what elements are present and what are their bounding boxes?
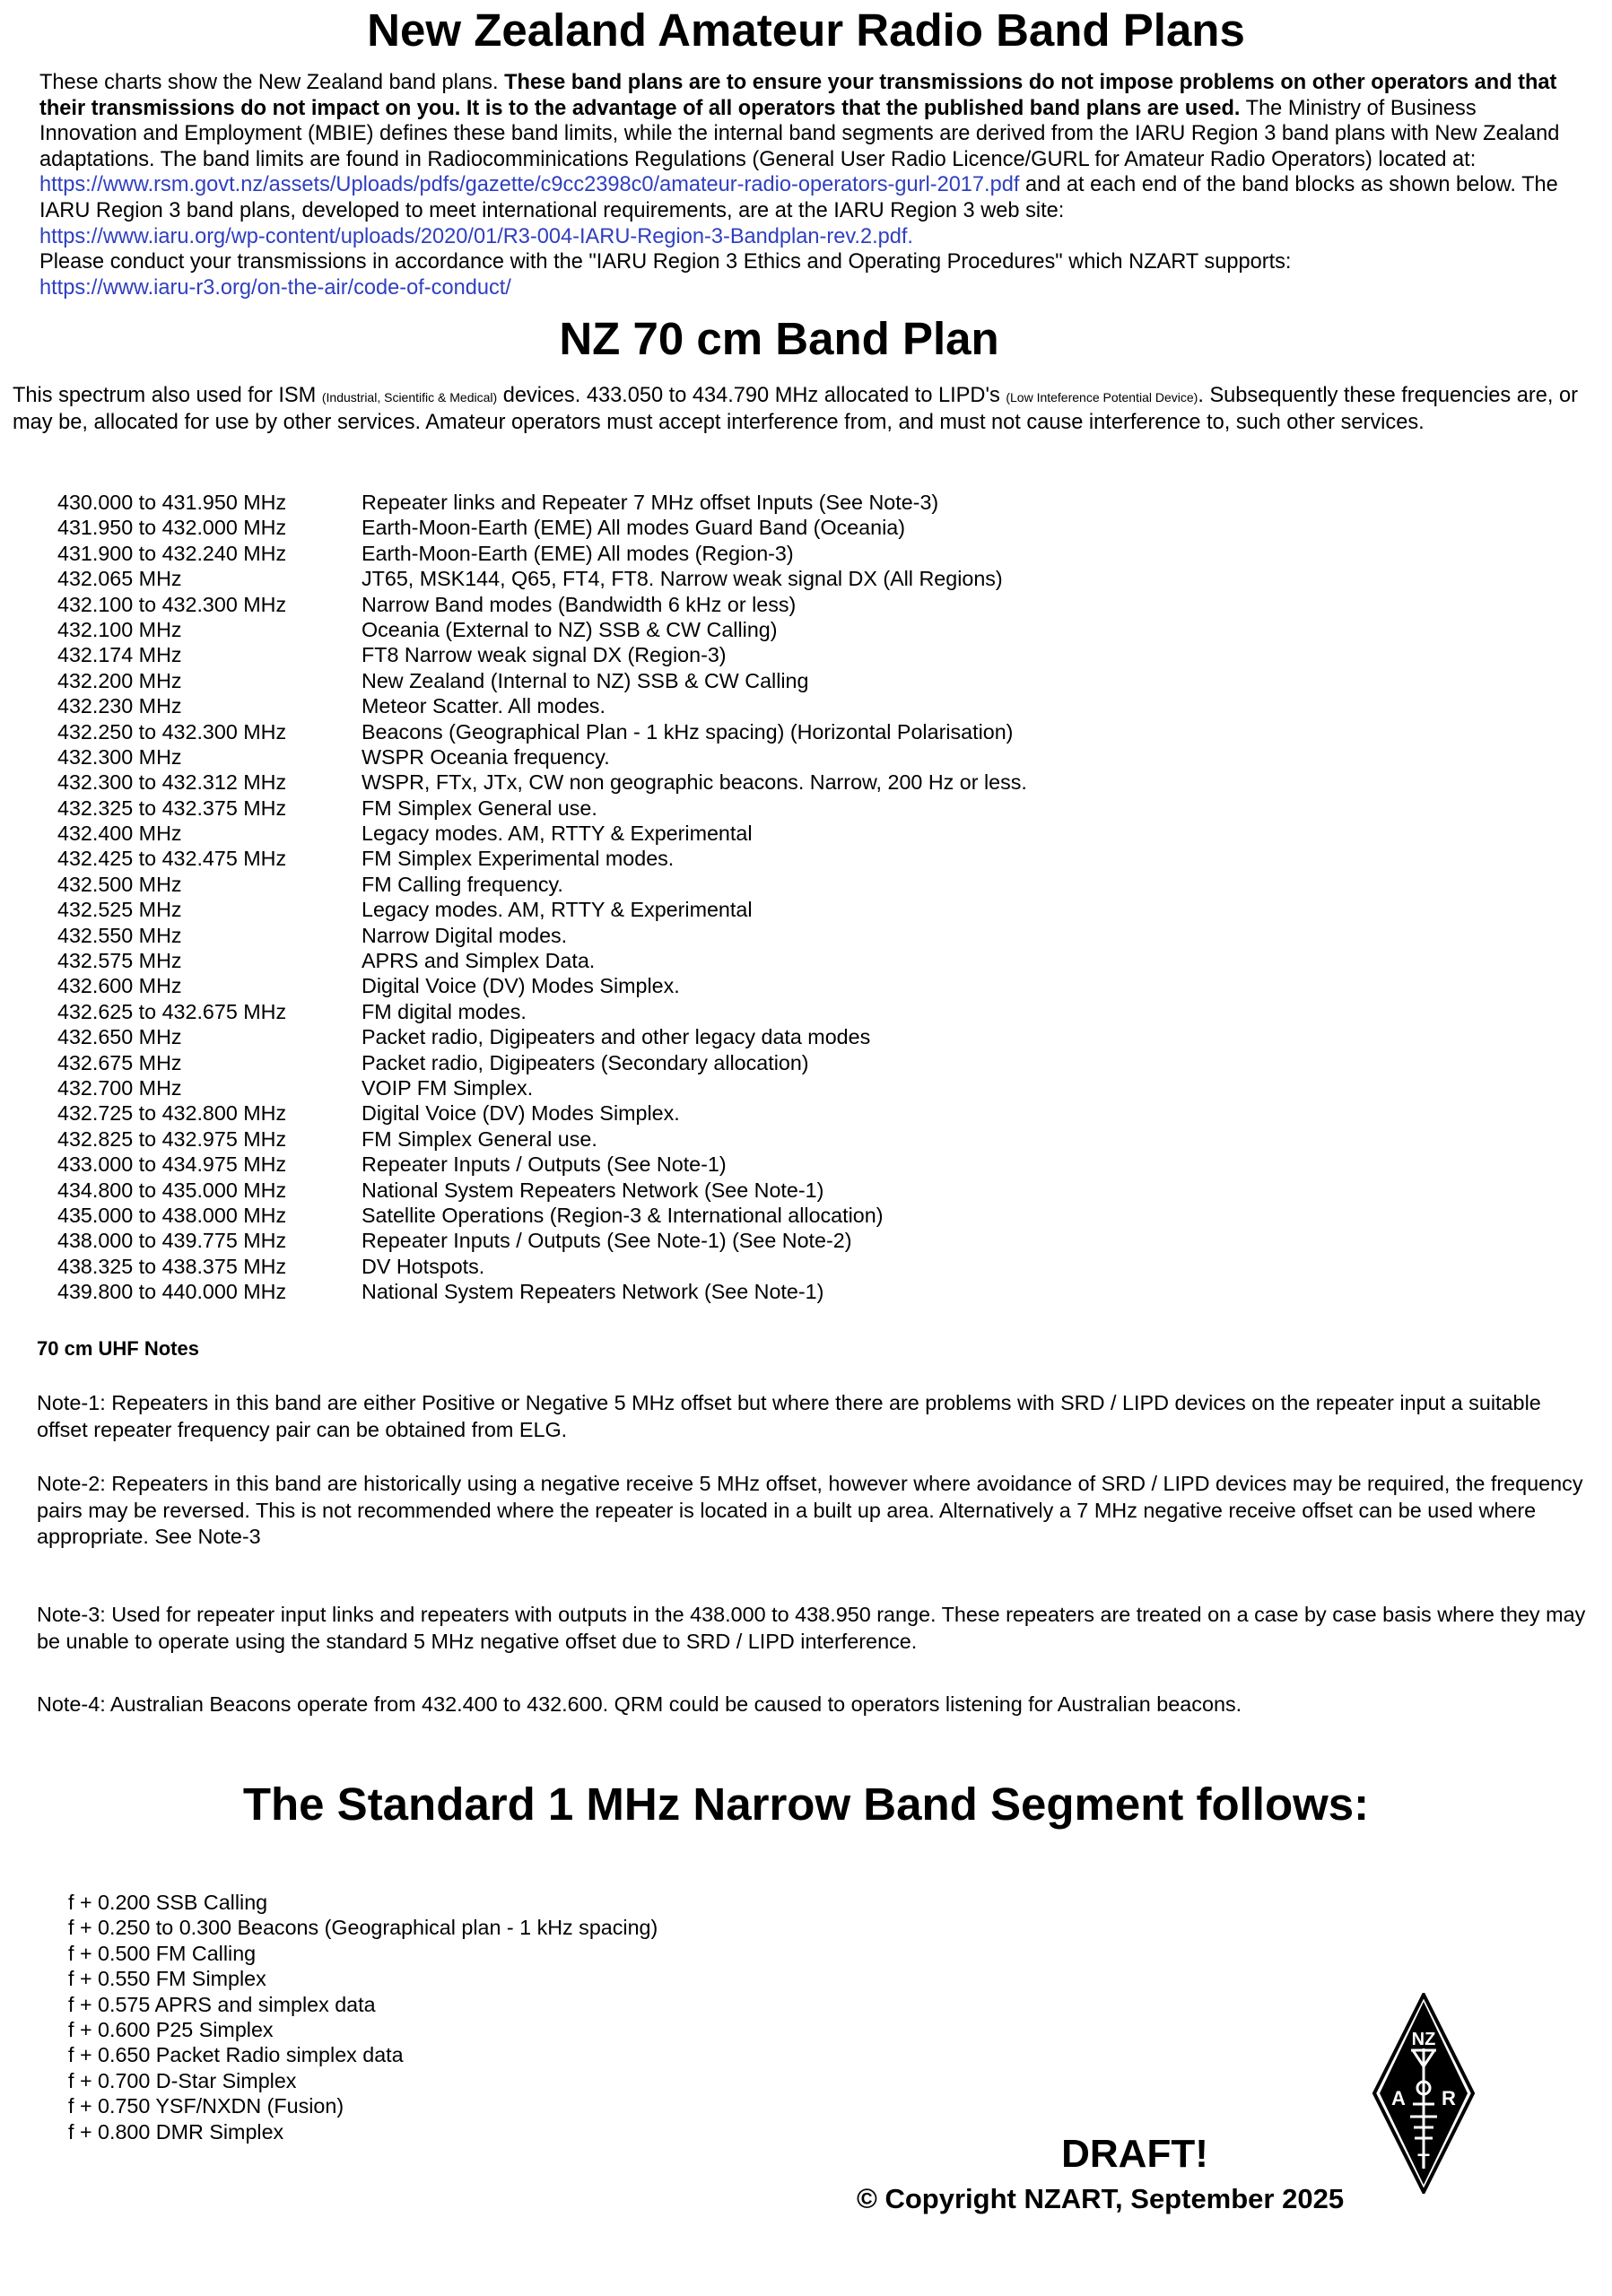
band-frequency: 432.600 MHz xyxy=(57,974,182,998)
band-frequency: 438.000 to 439.775 MHz xyxy=(57,1229,287,1253)
band-frequency: 439.800 to 440.000 MHz xyxy=(57,1280,287,1304)
band-description: FM Calling frequency. xyxy=(362,872,563,896)
logo-letters-nz: NZ xyxy=(1411,2030,1436,2049)
standard-segment-item: f + 0.800 DMR Simplex xyxy=(68,2119,284,2144)
band-description: FM Simplex General use. xyxy=(362,796,597,820)
band-frequency: 432.400 MHz xyxy=(57,822,182,846)
band-description: Narrow Band modes (Bandwidth 6 kHz or less) xyxy=(362,592,797,616)
ism-text: This spectrum also used for ISM xyxy=(13,384,322,407)
iaru-bandplan-link[interactable]: https://www.iaru.org/wp-content/uploads/2020/01/R3-004-IARU-Region-3-Bandplan-rev.2.pdf. xyxy=(39,224,913,248)
ism-small-text: (Industrial, Scientific & Medical) xyxy=(321,390,498,404)
standard-segment-item: f + 0.750 YSF/NXDN (Fusion) xyxy=(68,2094,344,2118)
band-description: VOIP FM Simplex. xyxy=(362,1075,534,1100)
band-description: New Zealand (Internal to NZ) SSB & CW Calling xyxy=(362,668,809,692)
draft-label: DRAFT! xyxy=(1061,2132,1208,2176)
band-description: APRS and Simplex Data. xyxy=(362,949,596,973)
standard-segment-item: f + 0.600 P25 Simplex xyxy=(68,2017,274,2041)
band-description: Legacy modes. AM, RTTY & Experimental xyxy=(362,822,753,846)
band-description: FM Simplex General use. xyxy=(362,1126,597,1151)
band-frequency: 432.650 MHz xyxy=(57,1025,182,1049)
band-description: DV Hotspots. xyxy=(362,1254,485,1278)
band-frequency: 431.950 to 432.000 MHz xyxy=(57,516,287,540)
standard-segment-item: f + 0.200 SSB Calling xyxy=(68,1891,268,1914)
band-description: Meteor Scatter. All modes. xyxy=(362,694,606,718)
band-frequency: 432.525 MHz xyxy=(57,898,182,922)
intro-text: The Ministry of Business Innovation and Employment (MBIE) defines these band limits, while the internal band segments are derived from the IARU Region 3 band plans with New Zealand adaptations. The band limits are found in Radiocomminications Regulations (General User Radio Licence/GURL for Amateur Radio Operators) located at: xyxy=(39,96,1560,171)
band-frequency: 432.725 to 432.800 MHz xyxy=(57,1101,287,1126)
page-title: New Zealand Amateur Radio Band Plans xyxy=(367,4,1245,56)
ism-text: . Subsequently these frequencies are, or may be, allocated for use by other services. Amateur operators must accept interference from, and must not cause interference to, such other services. xyxy=(13,384,1578,434)
band-description: Earth-Moon-Earth (EME) All modes Guard Band (Oceania) xyxy=(362,516,905,540)
logo-letter-t: T xyxy=(1417,2150,1430,2172)
ism-small-text: (Low Inteference Potential Device) xyxy=(1006,390,1198,404)
band-frequency: 438.325 to 438.375 MHz xyxy=(57,1254,287,1278)
band-description: Beacons (Geographical Plan - 1 kHz spacing) (Horizontal Polarisation) xyxy=(362,719,1014,744)
standard-segment-item: f + 0.700 D-Star Simplex xyxy=(68,2068,297,2092)
band-description: Digital Voice (DV) Modes Simplex. xyxy=(362,974,680,998)
band-description: FM digital modes. xyxy=(362,999,527,1023)
band-description: FT8 Narrow weak signal DX (Region-3) xyxy=(362,643,727,667)
band-description: National System Repeaters Network (See Note-1) xyxy=(362,1178,824,1202)
band-frequency: 432.675 MHz xyxy=(57,1050,182,1074)
intro-text: Please conduct your transmissions in accordance with the "IARU Region 3 Ethics and Operating Procedures" which NZART supports: xyxy=(39,250,1292,274)
band-frequency: 435.000 to 438.000 MHz xyxy=(57,1203,287,1227)
nzart-logo-icon xyxy=(1372,1993,1475,2194)
note-4: Note-4: Australian Beacons operate from 432.400 to 432.600. QRM could be caused to operators listening for Australian beacons. xyxy=(37,1692,1242,1716)
band-frequency: 432.325 to 432.375 MHz xyxy=(57,796,287,820)
note-2: Note-2: Repeaters in this band are historically using a negative receive 5 MHz offset, however where avoidance of SRD / LIPD devices may be required, the frequency pairs may be reversed. This is not recommended where the repeater is located in a built up area. Alternatively a 7 MHz negative receive offset can be used where appropriate. See Note-3 xyxy=(37,1472,1583,1548)
band-frequency: 432.230 MHz xyxy=(57,694,182,718)
band-frequency: 434.800 to 435.000 MHz xyxy=(57,1178,287,1202)
standard-segment-list xyxy=(68,1891,658,2145)
intro-text: These charts show the New Zealand band plans. xyxy=(39,71,505,94)
band-description: WSPR, FTx, JTx, CW non geographic beacons. Narrow, 200 Hz or less. xyxy=(362,770,1027,795)
band-frequency: 432.100 MHz xyxy=(57,617,182,641)
intro-paragraph xyxy=(39,70,1569,300)
band-description: Repeater links and Repeater 7 MHz offset Inputs (See Note-3) xyxy=(362,491,939,514)
ism-text: devices. 433.050 to 434.790 MHz allocated to LIPD's xyxy=(497,384,1006,407)
gurl-link[interactable]: https://www.rsm.govt.nz/assets/Uploads/pdfs/gazette/c9cc2398c0/amateur-radio-operators-gurl-2017.pdf xyxy=(39,173,1020,197)
band-description: Digital Voice (DV) Modes Simplex. xyxy=(362,1101,680,1126)
band-frequency: 432.575 MHz xyxy=(57,949,182,973)
band-frequency: 432.065 MHz xyxy=(57,567,182,591)
intro-bold-text: These band plans are to ensure your transmissions do not impose problems on other operators and that their transmissions do not impact on you. It is to the advantage of all operators that the published band plans are used. xyxy=(39,71,1557,120)
standard-segment-item: f + 0.250 to 0.300 Beacons (Geographical plan - 1 kHz spacing) xyxy=(68,1916,658,1940)
logo-letter-r: R xyxy=(1442,2087,1456,2109)
band-description: Packet radio, Digipeaters (Secondary allocation) xyxy=(362,1050,809,1074)
band-frequency: 432.550 MHz xyxy=(57,923,182,947)
band-description: JT65, MSK144, Q65, FT4, FT8. Narrow weak signal DX (All Regions) xyxy=(362,567,1003,591)
intro-text: and at each end of the band blocks as shown below. The IARU Region 3 band plans, developed to meet international requirements, are at the IARU Region 3 web site: xyxy=(39,173,1558,222)
band-frequency: 431.900 to 432.240 MHz xyxy=(57,541,287,565)
ism-paragraph xyxy=(13,383,1600,435)
band-frequency: 432.200 MHz xyxy=(57,668,182,692)
band-frequency: 432.300 to 432.312 MHz xyxy=(57,770,287,795)
band-description: FM Simplex Experimental modes. xyxy=(362,847,675,871)
band-description: Legacy modes. AM, RTTY & Experimental xyxy=(362,898,753,922)
band-description: Repeater Inputs / Outputs (See Note-1) xyxy=(362,1152,727,1177)
band-description: Satellite Operations (Region-3 & International allocation) xyxy=(362,1203,884,1227)
band-frequency: 432.625 to 432.675 MHz xyxy=(57,999,287,1023)
standard-segment-item: f + 0.500 FM Calling xyxy=(68,1941,257,1965)
band-description: National System Repeaters Network (See Note-1) xyxy=(362,1280,824,1304)
band-frequency: 432.250 to 432.300 MHz xyxy=(57,719,287,744)
standard-segment-title: The Standard 1 MHz Narrow Band Segment follows: xyxy=(242,1779,1370,1830)
standard-segment-item: f + 0.650 Packet Radio simplex data xyxy=(68,2043,404,2067)
band-description: Earth-Moon-Earth (EME) All modes (Region-3) xyxy=(362,541,794,565)
standard-segment-item: f + 0.550 FM Simplex xyxy=(68,1967,266,1991)
logo-letter-a: A xyxy=(1391,2087,1406,2109)
note-3: Note-3: Used for repeater input links and repeaters with outputs in the 438.000 to 438.950 range. These repeaters are treated on a case by case basis where they may be unable to operate using the standard 5 MHz negative offset due to SRD / LIPD interference. xyxy=(37,1603,1586,1653)
band-description: Packet radio, Digipeaters and other legacy data modes xyxy=(362,1025,871,1049)
band-description: Oceania (External to NZ) SSB & CW Calling) xyxy=(362,617,778,641)
band-plan-title: NZ 70 cm Band Plan xyxy=(559,313,999,364)
standard-segment-item: f + 0.575 APRS and simplex data xyxy=(68,1992,376,2016)
band-frequency: 432.300 MHz xyxy=(57,744,182,769)
copyright-text: © Copyright NZART, September 2025 xyxy=(857,2183,1345,2214)
note-1: Note-1: Repeaters in this band are either Positive or Negative 5 MHz offset but where there are problems with SRD / LIPD devices on the repeater input a suitable offset repeater frequency pair can be obtained from ELG. xyxy=(37,1391,1541,1441)
band-frequency: 432.500 MHz xyxy=(57,872,182,896)
band-frequency: 432.425 to 432.475 MHz xyxy=(57,847,287,871)
band-frequency: 432.100 to 432.300 MHz xyxy=(57,592,287,616)
band-frequency: 432.700 MHz xyxy=(57,1075,182,1100)
band-description: Narrow Digital modes. xyxy=(362,923,568,947)
band-description: WSPR Oceania frequency. xyxy=(362,744,610,769)
band-description: Repeater Inputs / Outputs (See Note-1) (See Note-2) xyxy=(362,1229,852,1253)
notes-heading: 70 cm UHF Notes xyxy=(37,1337,199,1360)
band-frequency: 432.174 MHz xyxy=(57,643,182,667)
code-of-conduct-link[interactable]: https://www.iaru-r3.org/on-the-air/code-of-conduct/ xyxy=(39,275,511,300)
band-frequency: 432.825 to 432.975 MHz xyxy=(57,1126,287,1151)
band-frequency: 433.000 to 434.975 MHz xyxy=(57,1152,287,1177)
band-frequency: 430.000 to 431.950 MHz xyxy=(57,491,287,514)
